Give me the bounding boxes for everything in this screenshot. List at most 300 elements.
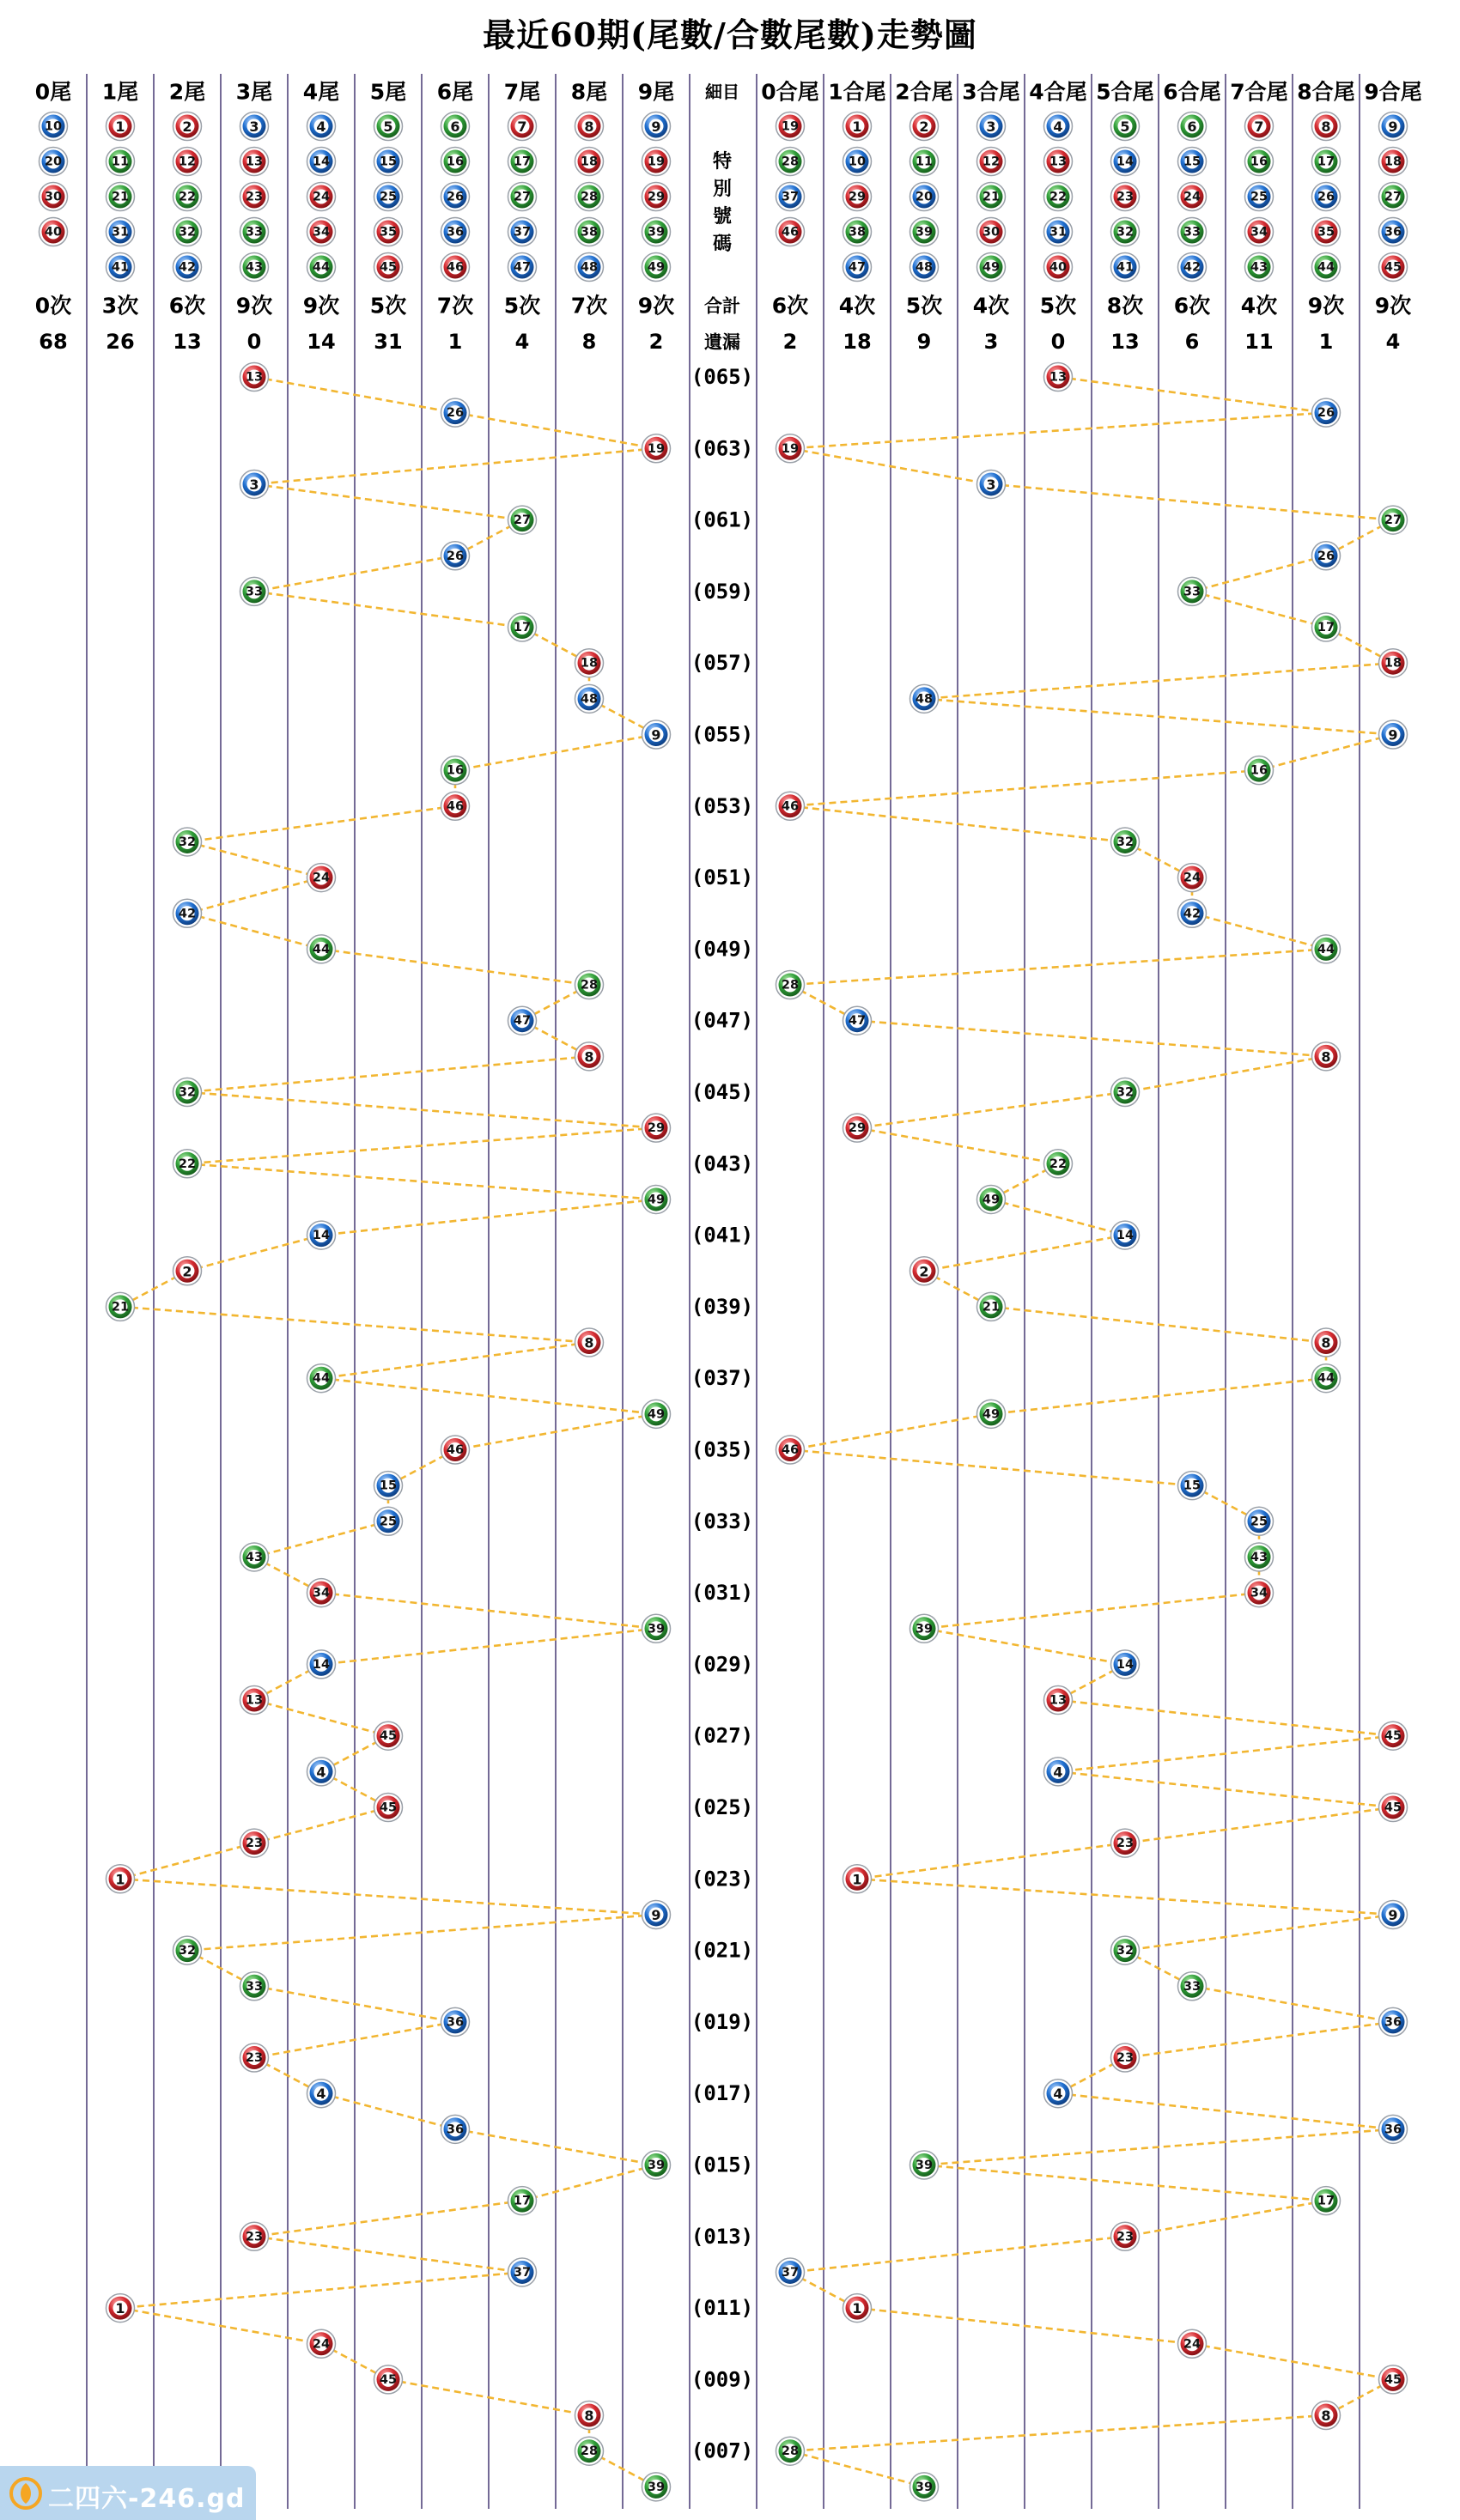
tail-draw-ball bbox=[642, 1400, 671, 1428]
ball-number: 14 bbox=[1116, 155, 1135, 169]
tail-draw-ball bbox=[575, 684, 604, 713]
tail-ref-ball bbox=[40, 183, 68, 211]
ball-number: 28 bbox=[781, 155, 800, 169]
tail-omission-4: 14 bbox=[307, 330, 336, 354]
tail-ref-ball bbox=[173, 112, 202, 141]
tail-count-2: 6次 bbox=[168, 293, 206, 319]
sum-draw-ball bbox=[1044, 1686, 1073, 1715]
sum-trend-segment bbox=[790, 1450, 1192, 1486]
sum-draw-ball bbox=[1245, 756, 1274, 785]
label-special-0: 特 bbox=[712, 150, 733, 173]
sum-count-6: 6次 bbox=[1173, 293, 1211, 319]
sum-header-4: 4合尾 bbox=[1029, 79, 1087, 105]
ball-number: 14 bbox=[312, 1657, 331, 1672]
sum-draw-ball bbox=[1312, 1364, 1341, 1393]
tail-draw-ball bbox=[575, 2437, 604, 2465]
sum-draw-ball bbox=[776, 971, 805, 999]
period-label: (019) bbox=[690, 2009, 754, 2034]
sum-ref-ball bbox=[1178, 112, 1207, 141]
tail-header-9: 9尾 bbox=[637, 79, 675, 105]
sum-header-7: 7合尾 bbox=[1230, 79, 1288, 105]
tail-count-5: 5次 bbox=[369, 293, 407, 319]
tail-draw-ball bbox=[307, 1221, 336, 1249]
tail-ref-ball bbox=[106, 253, 135, 282]
ball-number: 48 bbox=[580, 260, 599, 275]
tail-ref-ball bbox=[508, 112, 537, 141]
tail-trend-segment bbox=[120, 1879, 656, 1915]
ball-number: 20 bbox=[44, 155, 63, 169]
ball-number: 21 bbox=[982, 1300, 1001, 1315]
ball-number: 44 bbox=[312, 1371, 331, 1386]
ball-number: 17 bbox=[513, 155, 532, 169]
sum-count-1: 4次 bbox=[838, 293, 876, 319]
sum-draw-ball bbox=[776, 2437, 805, 2465]
ball-number: 43 bbox=[245, 1550, 264, 1564]
sum-draw-ball bbox=[1379, 2115, 1408, 2143]
tail-header-2: 2尾 bbox=[168, 79, 206, 105]
ball-number: 4 bbox=[316, 118, 326, 135]
ball-number: 34 bbox=[1250, 225, 1268, 240]
ball-number: 8 bbox=[584, 2408, 594, 2425]
ball-number: 19 bbox=[781, 119, 800, 134]
ball-number: 24 bbox=[312, 2337, 331, 2352]
sum-draw-ball bbox=[1044, 363, 1073, 392]
tail-draw-ball bbox=[575, 2402, 604, 2430]
tail-draw-ball bbox=[508, 2258, 537, 2286]
tail-trend-segment bbox=[254, 2201, 522, 2237]
sum-omission-1: 18 bbox=[843, 330, 872, 354]
ball-number: 46 bbox=[446, 1443, 465, 1457]
ball-number: 8 bbox=[1321, 2408, 1331, 2425]
tail-draw-ball bbox=[240, 577, 269, 605]
ball-number: 1 bbox=[852, 1871, 862, 1888]
period-label: (023) bbox=[690, 1867, 754, 1892]
tail-ref-ball bbox=[374, 183, 403, 211]
ball-number: 31 bbox=[1049, 225, 1068, 240]
sum-trend-segment bbox=[790, 2415, 1326, 2451]
ball-number: 1 bbox=[115, 1871, 125, 1888]
tail-trend-segment bbox=[254, 484, 522, 520]
tail-draw-ball bbox=[508, 613, 537, 641]
tail-ref-ball bbox=[106, 183, 135, 211]
sum-ref-ball bbox=[977, 112, 1006, 141]
ball-number: 4 bbox=[1053, 118, 1063, 135]
sum-ref-ball bbox=[1178, 183, 1207, 211]
sum-draw-ball bbox=[1111, 2043, 1140, 2072]
ball-number: 25 bbox=[1250, 1515, 1268, 1529]
sum-ref-ball bbox=[1111, 253, 1140, 282]
ball-number: 39 bbox=[915, 225, 934, 240]
sum-draw-ball bbox=[1044, 1758, 1073, 1786]
ball-number: 23 bbox=[1116, 2051, 1135, 2066]
sum-ref-ball bbox=[843, 218, 872, 246]
sum-ref-ball bbox=[776, 112, 805, 141]
ball-number: 28 bbox=[781, 978, 800, 993]
ball-number: 39 bbox=[647, 2480, 666, 2494]
ball-number: 46 bbox=[781, 1443, 800, 1457]
sum-omission-2: 9 bbox=[916, 330, 932, 354]
ball-number: 13 bbox=[1049, 1693, 1068, 1708]
sum-draw-ball bbox=[1044, 2080, 1073, 2108]
sum-trend-segment bbox=[1259, 735, 1393, 771]
label-special-3: 碼 bbox=[712, 233, 733, 255]
sum-trend-segment bbox=[991, 1199, 1125, 1236]
ball-number: 40 bbox=[44, 225, 63, 240]
sum-count-5: 8次 bbox=[1106, 293, 1144, 319]
sum-draw-ball bbox=[1178, 2329, 1207, 2358]
ball-number: 37 bbox=[513, 2265, 532, 2280]
tail-draw-ball bbox=[173, 1150, 202, 1178]
ball-number: 36 bbox=[1384, 225, 1402, 240]
tail-ref-ball bbox=[307, 112, 336, 141]
sum-header-9: 9合尾 bbox=[1364, 79, 1422, 105]
ball-number: 8 bbox=[584, 1048, 594, 1066]
tail-omission-5: 31 bbox=[374, 330, 403, 354]
tail-ref-ball bbox=[508, 218, 537, 246]
sum-omission-0: 2 bbox=[782, 330, 798, 354]
tail-draw-ball bbox=[173, 828, 202, 856]
ball-number: 32 bbox=[178, 835, 197, 849]
sum-draw-ball bbox=[776, 2258, 805, 2286]
ball-number: 13 bbox=[245, 370, 264, 385]
sum-ref-ball bbox=[977, 253, 1006, 282]
ball-number: 44 bbox=[312, 942, 331, 956]
tail-ref-ball bbox=[307, 148, 336, 176]
tail-trend-segment bbox=[187, 806, 455, 842]
sum-draw-ball bbox=[1312, 2187, 1341, 2215]
tail-draw-ball bbox=[508, 2187, 537, 2215]
tail-trend-segment bbox=[522, 2165, 656, 2201]
tail-draw-ball bbox=[575, 971, 604, 999]
sum-draw-ball bbox=[1312, 935, 1341, 963]
ball-number: 2 bbox=[182, 118, 192, 135]
tail-draw-ball bbox=[240, 1972, 269, 2001]
tail-draw-ball bbox=[642, 434, 671, 463]
ball-number: 39 bbox=[915, 1622, 934, 1636]
period-label: (041) bbox=[690, 1223, 754, 1248]
sum-draw-ball bbox=[977, 1400, 1006, 1428]
sum-ref-ball bbox=[977, 148, 1006, 176]
ball-number: 25 bbox=[379, 190, 398, 204]
site-watermark bbox=[0, 2466, 256, 2520]
tail-ref-ball bbox=[240, 112, 269, 141]
period-label: (025) bbox=[690, 1795, 754, 1819]
tail-header-1: 1尾 bbox=[101, 79, 139, 105]
tail-omission-8: 8 bbox=[581, 330, 597, 354]
tail-draw-ball bbox=[106, 1292, 135, 1321]
ball-number: 3 bbox=[249, 476, 259, 493]
tail-trend-segment bbox=[187, 914, 321, 950]
tail-ref-ball bbox=[173, 148, 202, 176]
ball-number: 23 bbox=[1116, 190, 1135, 204]
sum-ref-ball bbox=[776, 218, 805, 246]
sum-ref-ball bbox=[1379, 148, 1408, 176]
tail-header-3: 3尾 bbox=[235, 79, 273, 105]
ball-number: 44 bbox=[1317, 260, 1335, 275]
site-logo-icon bbox=[9, 2476, 43, 2511]
sum-ref-ball bbox=[910, 112, 939, 141]
tail-draw-ball bbox=[642, 1185, 671, 1213]
ball-number: 8 bbox=[1321, 1048, 1331, 1066]
ball-number: 37 bbox=[513, 225, 532, 240]
sum-trend-segment bbox=[790, 413, 1326, 449]
period-label: (027) bbox=[690, 1723, 754, 1748]
sum-draw-ball bbox=[1111, 1936, 1140, 1964]
tail-ref-ball bbox=[307, 253, 336, 282]
sum-trend-segment bbox=[1192, 592, 1326, 628]
period-label: (063) bbox=[690, 436, 754, 461]
sum-omission-8: 1 bbox=[1318, 330, 1334, 354]
tail-draw-ball bbox=[642, 1614, 671, 1643]
sum-draw-ball bbox=[1312, 542, 1341, 570]
period-label: (057) bbox=[690, 651, 754, 676]
ball-number: 8 bbox=[1321, 1334, 1331, 1351]
sum-header-6: 6合尾 bbox=[1163, 79, 1221, 105]
tail-trend-segment bbox=[254, 1700, 388, 1736]
watermark-text: 二四六-246.gd bbox=[48, 2484, 246, 2514]
tail-draw-ball bbox=[240, 470, 269, 498]
ball-number: 26 bbox=[1317, 549, 1335, 563]
tail-ref-ball bbox=[575, 148, 604, 176]
ball-number: 47 bbox=[513, 1014, 532, 1029]
tail-trend-segment bbox=[120, 2272, 522, 2308]
sum-ref-ball bbox=[1312, 218, 1341, 246]
tail-draw-ball bbox=[240, 2222, 269, 2250]
tail-draw-ball bbox=[374, 1507, 403, 1535]
ball-number: 42 bbox=[178, 260, 197, 275]
ball-number: 30 bbox=[44, 190, 63, 204]
ball-number: 29 bbox=[848, 190, 867, 204]
ball-number: 4 bbox=[1053, 2086, 1063, 2103]
tail-draw-ball bbox=[240, 363, 269, 392]
tail-draw-ball bbox=[307, 1579, 336, 1607]
tail-ref-ball bbox=[374, 253, 403, 282]
ball-number: 35 bbox=[1317, 225, 1335, 240]
ball-number: 12 bbox=[178, 155, 197, 169]
ball-number: 27 bbox=[513, 513, 532, 528]
sum-ref-ball bbox=[1312, 253, 1341, 282]
period-label: (013) bbox=[690, 2224, 754, 2249]
sum-ref-ball bbox=[910, 218, 939, 246]
ball-number: 38 bbox=[580, 225, 599, 240]
ball-number: 3 bbox=[249, 118, 259, 135]
sum-ref-ball bbox=[1111, 148, 1140, 176]
ball-number: 14 bbox=[1116, 1657, 1135, 1672]
tail-ref-ball bbox=[307, 218, 336, 246]
ball-number: 32 bbox=[178, 1085, 197, 1100]
ball-number: 19 bbox=[781, 441, 800, 456]
sum-ref-ball bbox=[1111, 183, 1140, 211]
tail-ref-ball bbox=[575, 253, 604, 282]
sum-draw-ball bbox=[1312, 2402, 1341, 2430]
tail-ref-ball bbox=[575, 183, 604, 211]
sum-draw-ball bbox=[1111, 1221, 1140, 1249]
period-label: (009) bbox=[690, 2367, 754, 2392]
sum-draw-ball bbox=[1111, 828, 1140, 856]
sum-draw-ball bbox=[1178, 864, 1207, 892]
ball-number: 44 bbox=[1317, 942, 1335, 956]
ball-number: 22 bbox=[178, 1157, 197, 1171]
tail-draw-ball bbox=[642, 720, 671, 749]
ball-number: 5 bbox=[383, 118, 393, 135]
sum-ref-ball bbox=[1245, 148, 1274, 176]
tail-count-1: 3次 bbox=[101, 293, 139, 319]
sum-draw-ball bbox=[1245, 1579, 1274, 1607]
tail-ref-ball bbox=[173, 253, 202, 282]
sum-draw-ball bbox=[977, 470, 1006, 498]
ball-number: 29 bbox=[647, 190, 666, 204]
ball-number: 9 bbox=[651, 1906, 661, 1923]
sum-draw-ball bbox=[1178, 899, 1207, 927]
ball-number: 24 bbox=[1183, 190, 1201, 204]
tail-draw-ball bbox=[106, 1865, 135, 1893]
tail-draw-ball bbox=[642, 2151, 671, 2179]
period-label: (049) bbox=[690, 937, 754, 962]
ball-number: 46 bbox=[781, 799, 800, 814]
period-label: (035) bbox=[690, 1437, 754, 1462]
tail-header-8: 8尾 bbox=[570, 79, 608, 105]
ball-number: 20 bbox=[915, 190, 934, 204]
tail-draw-ball bbox=[374, 1794, 403, 1822]
ball-number: 42 bbox=[178, 907, 197, 921]
ball-number: 29 bbox=[848, 1121, 867, 1136]
sum-draw-ball bbox=[1111, 1078, 1140, 1107]
ball-number: 13 bbox=[1049, 155, 1068, 169]
sum-count-8: 9次 bbox=[1307, 293, 1345, 319]
sum-ref-ball bbox=[910, 183, 939, 211]
sum-ref-ball bbox=[1245, 183, 1274, 211]
sum-draw-ball bbox=[977, 1292, 1006, 1321]
sum-ref-ball bbox=[843, 183, 872, 211]
sum-draw-ball bbox=[776, 792, 805, 820]
tail-ref-ball bbox=[40, 112, 68, 141]
period-label: (031) bbox=[690, 1581, 754, 1606]
ball-number: 6 bbox=[1187, 118, 1197, 135]
sum-ref-ball bbox=[1379, 112, 1408, 141]
ball-number: 33 bbox=[1183, 585, 1201, 599]
sum-draw-ball bbox=[843, 1006, 872, 1035]
ball-number: 18 bbox=[580, 155, 599, 169]
tail-ref-ball bbox=[441, 253, 470, 282]
ball-number: 32 bbox=[178, 225, 197, 240]
period-label: (051) bbox=[690, 865, 754, 890]
sum-draw-ball bbox=[1245, 1507, 1274, 1535]
sum-draw-ball bbox=[1312, 1328, 1341, 1357]
tail-ref-ball bbox=[508, 148, 537, 176]
period-label: (037) bbox=[690, 1366, 754, 1391]
ball-number: 46 bbox=[446, 260, 465, 275]
tail-trend-segment bbox=[187, 841, 321, 877]
tail-header-7: 7尾 bbox=[503, 79, 541, 105]
tail-omission-9: 2 bbox=[648, 330, 664, 354]
sum-omission-5: 13 bbox=[1110, 330, 1140, 354]
tail-ref-ball bbox=[642, 183, 671, 211]
period-label: (059) bbox=[690, 579, 754, 604]
sum-ref-ball bbox=[1044, 148, 1073, 176]
sum-ref-ball bbox=[1111, 218, 1140, 246]
ball-number: 40 bbox=[1049, 260, 1068, 275]
ball-number: 27 bbox=[1384, 190, 1402, 204]
sum-draw-ball bbox=[1111, 1650, 1140, 1679]
sum-trend-segment bbox=[1192, 556, 1326, 592]
tail-draw-ball bbox=[508, 506, 537, 534]
ball-number: 16 bbox=[1250, 763, 1268, 778]
ball-number: 22 bbox=[1049, 1157, 1068, 1171]
period-label: (021) bbox=[690, 1938, 754, 1963]
ball-number: 49 bbox=[982, 260, 1001, 275]
ball-number: 36 bbox=[446, 2015, 465, 2030]
ball-number: 7 bbox=[517, 118, 527, 135]
tail-omission-2: 13 bbox=[173, 330, 202, 354]
ball-number: 22 bbox=[1049, 190, 1068, 204]
ball-number: 2 bbox=[919, 118, 929, 135]
ball-number: 37 bbox=[781, 2265, 800, 2280]
ball-number: 43 bbox=[1250, 1550, 1268, 1564]
ball-number: 43 bbox=[245, 260, 264, 275]
tail-draw-ball bbox=[508, 1006, 537, 1035]
ball-number: 38 bbox=[848, 225, 867, 240]
ball-number: 33 bbox=[245, 1979, 264, 1994]
tail-ref-ball bbox=[508, 183, 537, 211]
sum-trend-segment bbox=[1192, 914, 1326, 950]
ball-number: 42 bbox=[1183, 260, 1201, 275]
tail-draw-ball bbox=[441, 2007, 470, 2036]
tail-draw-ball bbox=[642, 1900, 671, 1928]
tail-ref-ball bbox=[642, 112, 671, 141]
sum-count-9: 9次 bbox=[1374, 293, 1412, 319]
tail-ref-ball bbox=[240, 253, 269, 282]
sum-ref-ball bbox=[910, 148, 939, 176]
tail-draw-ball bbox=[307, 864, 336, 892]
tail-draw-ball bbox=[307, 2329, 336, 2358]
tail-draw-ball bbox=[575, 1328, 604, 1357]
sum-trend-segment bbox=[790, 949, 1326, 985]
sum-draw-ball bbox=[1178, 577, 1207, 605]
tail-omission-1: 26 bbox=[106, 330, 135, 354]
tail-draw-ball bbox=[240, 1829, 269, 1857]
tail-draw-ball bbox=[441, 792, 470, 820]
sum-omission-3: 3 bbox=[983, 330, 999, 354]
sum-header-3: 3合尾 bbox=[962, 79, 1020, 105]
ball-number: 37 bbox=[781, 190, 800, 204]
ball-number: 33 bbox=[1183, 1979, 1201, 1994]
ball-number: 9 bbox=[1388, 118, 1398, 135]
sum-header-5: 5合尾 bbox=[1096, 79, 1154, 105]
sum-count-2: 5次 bbox=[905, 293, 943, 319]
sum-omission-9: 4 bbox=[1385, 330, 1401, 354]
ball-number: 49 bbox=[647, 1193, 666, 1207]
tail-draw-ball bbox=[642, 2473, 671, 2501]
sum-draw-ball bbox=[776, 434, 805, 463]
ball-number: 34 bbox=[1250, 1586, 1268, 1600]
tail-ref-ball bbox=[173, 183, 202, 211]
tail-draw-ball bbox=[374, 2365, 403, 2394]
sum-ref-ball bbox=[910, 253, 939, 282]
tail-ref-ball bbox=[240, 218, 269, 246]
ball-number: 45 bbox=[379, 2372, 398, 2387]
ball-number: 28 bbox=[580, 190, 599, 204]
ball-number: 28 bbox=[580, 2444, 599, 2459]
ball-number: 22 bbox=[178, 190, 197, 204]
ball-number: 47 bbox=[848, 260, 867, 275]
sum-draw-ball bbox=[977, 1185, 1006, 1213]
label-detail: 細目 bbox=[705, 82, 739, 102]
tail-count-7: 5次 bbox=[503, 293, 541, 319]
sum-count-4: 5次 bbox=[1039, 293, 1077, 319]
ball-number: 19 bbox=[647, 155, 666, 169]
tail-draw-ball bbox=[642, 1114, 671, 1142]
ball-number: 23 bbox=[1116, 2230, 1135, 2244]
